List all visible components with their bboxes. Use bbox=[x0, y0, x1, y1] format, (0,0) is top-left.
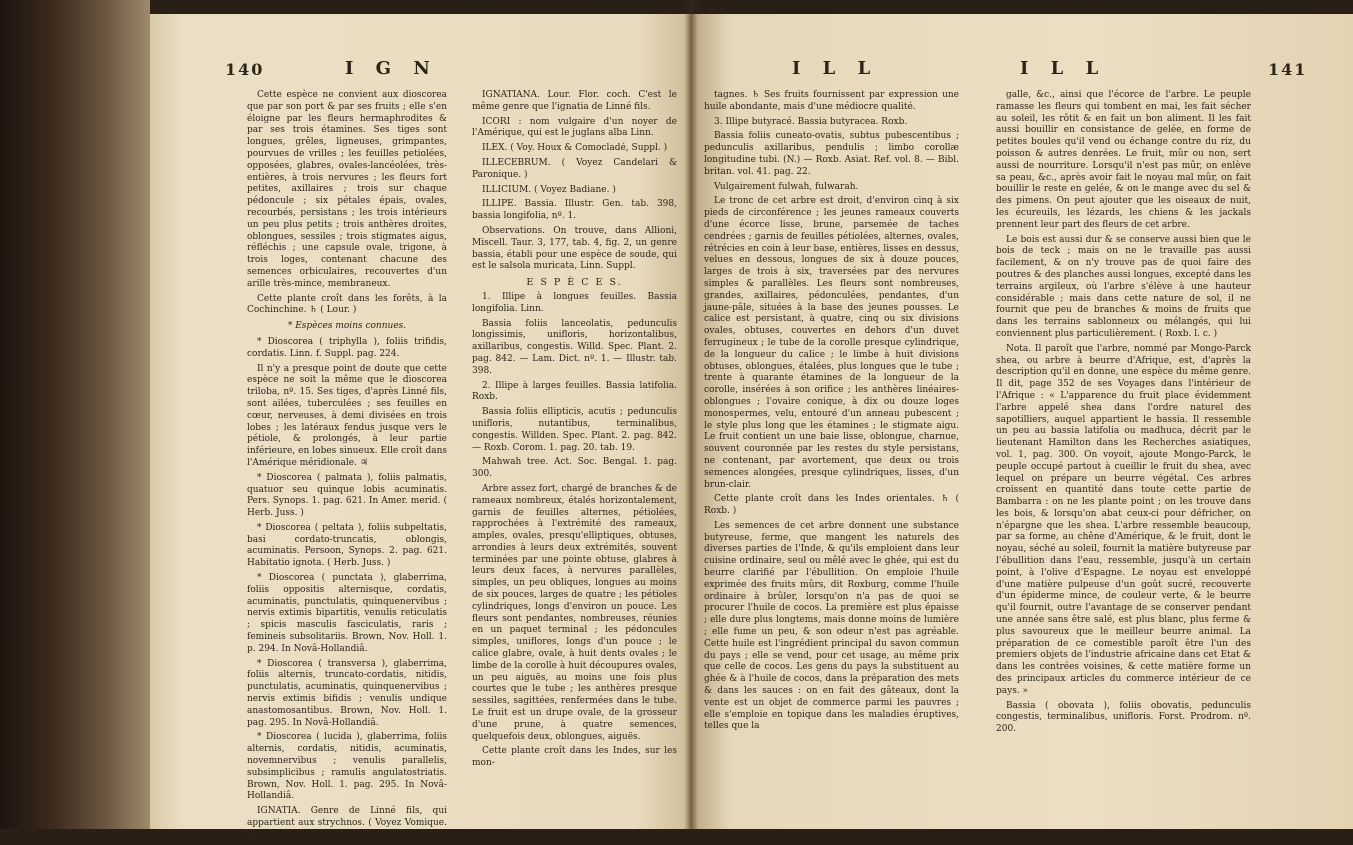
paragraph: Bassia foliis cuneato-ovatis, subtus pubescentibus ; pedunculis axillaribus, pendulis ; limbo corollæ longitudine tubi. (N.) — Roxb. Asiat. Ref. vol. 8. — Bibl. britan. vol. 41. pag. 22. bbox=[704, 131, 959, 177]
paragraph: IGNATIA. Genre de Linné fils, qui appartient aux strychnos. ( Voyez Vomique. ) bbox=[247, 806, 447, 840]
paragraph: Bassia foliis ellipticis, acutis ; pedunculis unifloris, nutantibus, terminalibus, congestis. Willden. Spec. Plant. 2. pag. 842. — Roxb. Corom. 1. pag. 20. tab. 19. bbox=[472, 407, 677, 453]
paragraph: Les semences de cet arbre donnent une substance butyreuse, ferme, que mangent les naturels des diverses parties de l'Inde, & qu'ils emploient dans leur cuisine ordinaire, seul ou mêlé avec le ghée, qui est du beurre clarifié par l'ébullition. On emploie l'huile exprimée des fruits mûrs, dit Roxburg, comme l'huile ordinaire à brûler, lorsqu'on n'a pas de quoi se procurer l'huile de cocos. La première est plus épaisse ; elle dure plus longtems, mais donne moins de lumière ; elle fume un peu, & son odeur n'est pas agréable. Cette huile est l'ingrédient principal du savon commun du pays ; elle se vend, pour cet usage, au même prix que celle de cocos. Les gens du pays la substituent au ghée & à l'huile de cocos, dans la préparation des mets & dans les sauces : on en fait des gâteaux, dont la vente est un objet de commerce parmi les pauvres ; elle s'emploie en topique dans les maladies éruptives, telles que la bbox=[704, 520, 959, 732]
paragraph: Le bois est aussi dur & se conserve aussi bien que le bois de teck ; mais on ne le travaille pas aussi facilement, & on n'y trouve pas de quoi faire des poutres & des planches aussi longues, excepté dans les terrains argileux, où l'arbre s'élève à une hauteur considérable ; mais dans cette nature de sol, il ne fournit que peu de branches & moins de fruits que dans les terrains sablonneux ou mélangés, qui lui conviennent plus particulièrement. ( Roxb. l. c. ) bbox=[996, 234, 1251, 339]
paragraph: Cette espèce ne convient aux dioscorea que par son port & par ses fruits ; elle s'en éloigne par les fleurs hermaphrodites & par ses trois étamines. Ses tiges sont longues, grêles, ligneuses, grimpantes, pourvues de vrilles ; les feuilles petiolées, opposées, glabres, ovales-lancéolées, très-entières, à trois nervures ; les fleurs fort petites, axillaires ; trois sur chaque pédoncule ; six pétales épais, ovales, recourbés, persistans ; les trois intérieurs un peu plus petits ; trois anthères droites, oblongues, sessiles ; trois stigmates aigus, réfléchis ; une capsule ovale, trigone, à trois loges, contenant chacune des semences orbiculaires, recouvertes d'un arille très-mince, membraneux. bbox=[247, 90, 447, 289]
paragraph: Arbre assez fort, chargé de branches & de rameaux nombreux, étalés horizontalement, garnis de feuilles alternes, pétiolées, rapprochées à l'extrémité des rameaux, amples, ovales, presqu'elliptiques, obtuses, arrondies à leurs deux extrémités, souvent terminées par une pointe obtuse, glabres à leurs deux faces, à nervures parallèles, simples, un peu obliques, longues au moins de six pouces, larges de quatre ; les pétioles cylindriques, longs d'environ un pouce. Les fleurs sont pendantes, nombreuses, réunies en un paquet terminal ; les pédoncules simples, uniflores, longs d'un pouce ; le calice glabre, ovale, à huit dents ovales ; le limbe de la corolle à huit découpures ovales, un peu aiguës, au moins une fois plus courtes que le tube ; les anthères presque sessiles, sagittées, renfermées dans le tube. Le fruit est un drupe ovale, de la grosseur d'une prune, à quatre semences, quelquefois deux, oblongues, aiguës. bbox=[472, 483, 677, 742]
paragraph: * Dioscorea ( triphylla ), foliis trifidis, cordatis. Linn. f. Suppl. pag. 224. bbox=[247, 336, 447, 359]
paragraph: * Dioscorea ( peltata ), foliis subpeltatis, basi cordato-truncatis, oblongis, acuminatis. Persoon, Synops. 2. pag. 621. Habitatio ignota. ( Herb. Juss. ) bbox=[247, 522, 447, 569]
right-column-b bbox=[996, 90, 1251, 739]
paragraph: ILEX. ( Voy. Houx & Comocladé, Suppl. ) bbox=[482, 143, 668, 154]
paragraph: Bassia foliis lanceolatis, pedunculis longissimis, unifloris, horizontalibus, axillaribus, congestis. Willd. Spec. Plant. 2. pag. 842. — Lam. Dict. nº. 1. — Illustr. tab. 398. bbox=[472, 318, 677, 376]
paragraph: * Dioscorea ( punctata ), glaberrima, foliis oppositis alternisque, cordatis, acuminatis, punctulatis, quinquenervibus ; nervis extimis bipartitis, venulis reticulatis ; spicis masculis fasciculatis, raris ; femineis subsolitariis. Brown, Nov. Holl. 1. p. 294. In Novâ-Hollandiâ. bbox=[247, 573, 447, 654]
paragraph: Observations. On trouve, dans Allioni, Miscell. Taur. 3, 177, tab. 4, fig. 2, un genre bassia, établi pour une espèce de soude, qui est le salsola muricata, Linn. Suppl. bbox=[472, 225, 677, 272]
paragraph: 1. Illipe à longues feuilles. Bassia longifolia. Linn. bbox=[472, 291, 677, 314]
paragraph: Cette plante croît dans les forêts, à la Cochinchine. ♄ ( Lour. ) bbox=[247, 293, 447, 316]
paragraph: Cette plante croît dans les Indes orientales. ♄ ( Roxb. ) bbox=[704, 494, 959, 517]
paragraph: ILLECEBRUM. ( Voyez Candelari & Paronique. ) bbox=[472, 157, 677, 180]
paragraph: Mahwah tree. Act. Soc. Bengal. 1. pag. 300. bbox=[472, 457, 677, 480]
section-heading: E S P È C E S. bbox=[526, 277, 623, 289]
paragraph: Cette plante croît dans les Indes, sur les mon- bbox=[472, 746, 677, 769]
paragraph: Le tronc de cet arbre est droit, d'environ cinq à six pieds de circonférence ; les jeunes rameaux couverts d'une écorce lisse, brune, parsemée de taches cendrées ; garnis de feuilles pétiolées, alternes, ovales, rétrécies en coin à leur base, entières, lisses en dessus, velues en dessous, longues de six à douze pouces, larges de trois à six, traversées par des nervures simples & parallèles. Les fleurs sont nombreuses, grandes, axillaires, pédonculées, pendantes, d'un jaune-pâle, situées à la base des jeunes pousses. Le calice est persistant, à quatre, cinq ou six divisions ovales, obtuses, couvertes en dehors d'un duvet ferrugineux ; le tube de la corolle presque cylindrique, de la longueur du calice ; le limbe à huit divisions obtuses, oblongues, étalées, plus longues que le tube ; trente à quarante étamines de la longueur de la corolle, insérées à son orifice ; les anthères linéaires-oblongues ; l'ovaire conique, à dix ou douze loges monospermes, velu, entouré d'un anneau pubescent ; le style plus long que les étamines ; le stigmate aigu. Le fruit contient un une baie lisse, oblongue, charnue, souvent couronnée par les restes du style persistans, ne contenant, par avortement, que deux ou trois semences alongées, presque cylindriques, lisses, d'un brun-clair. bbox=[704, 196, 959, 490]
paragraph: Il n'y a presque point de doute que cette espèce ne soit la même que le dioscorea triloba, nº. 15. Ses tiges, d'après Linné fils, sont ailées, tuberculées ; ses feuilles en cœur, nerveuses, à demi divisées en trois lobes ; les latéraux fendus jusque vers le pétiole, & prolongés, à leur partie inférieure, en lobes sinueux. Elle croît dans l'Amérique méridionale. ♃ bbox=[247, 363, 447, 468]
paragraph: Vulgairement fulwah, fulwarah. bbox=[714, 181, 859, 192]
paragraph: 3. Illipe butyracé. Bassia butyracea. Roxb. bbox=[714, 116, 908, 127]
page-number: 140 bbox=[225, 60, 265, 79]
paragraph: IGNATIANA. Lour. Flor. coch. C'est le même genre que l'ignatia de Linné fils. bbox=[472, 90, 677, 112]
book-edge-left bbox=[0, 0, 150, 829]
paragraph: galle, &c., ainsi que l'écorce de l'arbre. Le peuple ramasse les fleurs qui tombent en mai, les fait sécher au soleil, les rôtit & en fait un bon aliment. Il les fait aussi bouillir en consistance de gelée, en forme de petites boules qu'il vend ou échange contre du riz, du poisson & autres denrées. Le fruit, mûr ou non, sert aussi de nourriture. Lorsqu'il n'est pas mûr, on enlève sa peau, &c., après avoir fait le noyau mal mûr, on fait bouillir le reste en gelée, & on le mange avec du sel & des pimens. On peut ajouter que les oiseaux de nuit, les écureuils, les lézards, les chiens & les jackals prennent leur part des fleurs de cet arbre. bbox=[996, 90, 1251, 230]
paragraph: * Dioscorea ( palmata ), foliis palmatis, quatuor seu quinque lobis acuminatis. Pers. Synops. 1. pag. 621. In Amer. merid. ( Herb. Juss. ) bbox=[247, 472, 447, 519]
page-number: 141 bbox=[1268, 60, 1308, 79]
book-gutter bbox=[684, 0, 698, 829]
running-head: I G N bbox=[345, 58, 438, 79]
paragraph: tagnes. ♄ Ses fruits fournissent par expression une huile abondante, mais d'une médiocre qualité. bbox=[704, 90, 959, 112]
left-column-b bbox=[472, 90, 677, 773]
paragraph: * Dioscorea ( lucida ), glaberrima, foliis alternis, cordatis, nitidis, acuminatis, novemnervibus ; venulis parallelis, subsimplicibus ; ramulis angulatostriatis. Brown, Nov. Holl. 1. pag. 295. In Novâ-Hollandiâ. bbox=[247, 732, 447, 802]
right-page bbox=[690, 14, 1353, 829]
left-column-a bbox=[247, 90, 447, 845]
right-column-a bbox=[704, 90, 959, 736]
left-page bbox=[150, 14, 690, 840]
paragraph: Nota. Il paroît que l'arbre, nommé par Mongo-Parck shea, ou arbre à beurre d'Afrique, est, d'après la description qu'il en donne, une espèce du même genre. Il dit, page 352 de ses Voyages dans l'intérieur de l'Afrique : « L'apparence du fruit place évidemment l'arbre appelé shea dans l'ordre naturel des sapotilliers, auquel appartient le bassia. Il ressemble un peu au bassia latifolia ou madhuca, décrit par le lieutenant Hamilton dans les Recherches asiatiques, vol. 1, pag. 300. On voyoit, ajoute Mongo-Parck, le peuple occupé partout à cueillir le fruit du shea, avec lequel on prépare un beurre végétal. Ces arbres croissent en quantité dans toute cette partie de Bambarra : on ne les plante point ; on les trouve dans les bois, & lorsqu'on abat ceux-ci pour défricher, on n'épargne que les shea. L'arbre ressemble beaucoup, par sa forme, au chêne d'Amérique, & le fruit, dont le noyau, séché au soleil, fournit la matière butyreuse par l'ébullition dans l'eau, ressemble, jusqu'à un certain point, à l'olive d'Espagne. Le noyau est enveloppé d'une matière pulpeuse d'un goût sucré, recouverte d'un épiderme mince, de couleur verte, & le beurre qu'il fournit, outre l'avantage de se conserver pendant une année sans être salé, est plus blanc, plus ferme & plus savoureux que le meilleur beurre animal. La préparation de ce comestible paroît être l'un des premiers objets de l'industrie africaine dans cet Etat & dans les contrées voisines, & cette matière forme un des principaux articles du commerce intérieur de ce pays. » bbox=[996, 343, 1251, 696]
paragraph: Bassia ( obovata ), foliis obovatis, pedunculis congestis, terminalibus, unifloris. Forst. Prodrom. nº. 200. bbox=[996, 700, 1251, 735]
paragraph: ICORI : nom vulgaire d'un noyer de l'Amérique, qui est le juglans alba Linn. bbox=[472, 116, 677, 139]
paragraph: * Dioscorea ( transversa ), glaberrima, foliis alternis, truncato-cordatis, nitidis, punctulatis, acuminatis, quinquenervibus ; nervis extimis bifidis ; venulis undique anastomosantibus. Brown, Nov. Holl. 1. pag. 295. In Novâ-Hollandiâ. bbox=[247, 658, 447, 728]
running-head-left: I L L bbox=[792, 58, 879, 79]
paragraph: ILLICIUM. ( Voyez Badiane. ) bbox=[482, 184, 616, 195]
running-head: I L L bbox=[1020, 58, 1107, 79]
paragraph: 2. Illipe à larges feuilles. Bassia latifolia. Roxb. bbox=[472, 380, 677, 403]
paragraph: ILLIPE. Bassia. Illustr. Gen. tab. 398, bassia longifolia, nº. 1. bbox=[472, 199, 677, 222]
section-subheading: * Espèces moins connues. bbox=[287, 321, 407, 332]
